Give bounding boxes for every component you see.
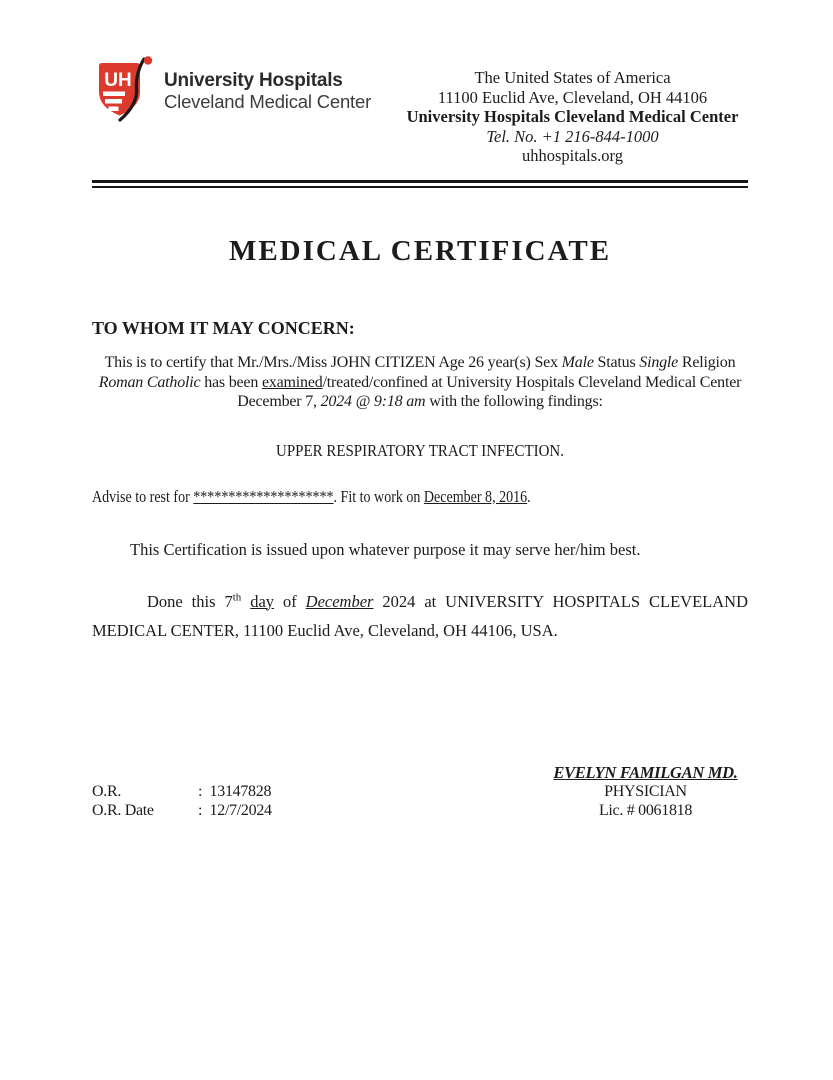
advise-text-3: . xyxy=(527,486,531,506)
religion-value: Roman Catholic xyxy=(98,373,201,391)
done-text-2: of xyxy=(274,591,306,611)
certify-paragraph xyxy=(92,353,748,412)
done-space xyxy=(241,592,250,611)
logo-org-subname: Cleveland Medical Center xyxy=(164,91,372,112)
done-text-1: Done this 7 xyxy=(147,591,233,611)
done-text-3: 2024 at UNIVERSITY HOSPITALS CLEVELAND MEDICAL CENTER, 11100 Euclid Ave, Cleveland, OH 44106, USA. xyxy=(92,591,748,640)
uh-logo xyxy=(92,55,397,123)
examined-value: examined xyxy=(261,373,323,391)
physician-title: PHYSICIAN xyxy=(604,782,687,800)
svg-text:UH: UH xyxy=(104,70,132,91)
or-number-row xyxy=(92,782,543,802)
double-rule xyxy=(92,180,748,189)
or-date-row xyxy=(92,801,543,821)
findings-line: UPPER RESPIRATORY TRACT INFECTION. xyxy=(276,440,564,460)
month-value: December xyxy=(305,591,374,611)
certify-text-5: /treated/confined at University Hospitals Cleveland Medical Center December 7, xyxy=(237,373,742,410)
or-date-value: : 12/7/2024 xyxy=(198,802,272,819)
ordinal-suffix: th xyxy=(232,591,242,603)
address-street: 11100 Euclid Ave, Cleveland, OH 44106 xyxy=(437,87,708,107)
done-paragraph xyxy=(92,587,748,645)
address-org: University Hospitals Cleveland Medical Center xyxy=(406,107,739,126)
document-title: MEDICAL CERTIFICATE xyxy=(228,235,612,267)
certify-text-1: This is to certify that Mr./Mrs./Miss JOHN CITIZEN Age 26 year(s) Sex xyxy=(104,354,562,371)
certify-text-4: has been xyxy=(200,373,262,391)
or-label: O.R. xyxy=(92,782,122,800)
physician-license: Lic. # 0061818 xyxy=(598,802,693,819)
physician-name: EVELYN FAMILGAN MD. xyxy=(553,762,738,782)
certification-note: This Certification is issued upon whatever purpose it may serve her/him best. xyxy=(130,539,641,559)
advise-text-2: . Fit to work on xyxy=(333,486,424,506)
fit-to-work-date: December 8, 2016 xyxy=(423,486,528,506)
signature-area xyxy=(92,763,748,821)
logo-text xyxy=(164,55,371,112)
salutation: TO WHOM IT MAY CONCERN: xyxy=(92,318,355,338)
status-value: Single xyxy=(639,354,679,371)
or-number-value: : 13147828 xyxy=(198,782,272,800)
header xyxy=(92,55,748,166)
physician-signature-block xyxy=(543,763,748,821)
address-country: The United States of America xyxy=(474,68,671,87)
advise-line xyxy=(92,487,650,507)
or-block xyxy=(92,763,543,821)
logo-org-name: University Hospitals xyxy=(164,70,343,91)
sex-value: Male xyxy=(561,354,594,371)
address-website: uhhospitals.org xyxy=(522,146,623,165)
hospital-address-block xyxy=(397,55,748,166)
certify-text-3: Religion xyxy=(678,354,736,371)
datetime-value: 2024 @ 9:18 am xyxy=(320,393,426,410)
certify-text-2: Status xyxy=(593,354,640,371)
rest-period-value: ******************** xyxy=(193,486,334,506)
uh-shield-icon xyxy=(92,55,156,123)
certify-text-6: with the following findings: xyxy=(425,393,603,410)
or-date-label: O.R. Date xyxy=(92,802,154,819)
advise-text-1: Advise to rest for xyxy=(92,486,194,506)
address-tel: Tel. No. +1 216-844-1000 xyxy=(486,126,659,146)
day-word: day xyxy=(250,591,275,611)
